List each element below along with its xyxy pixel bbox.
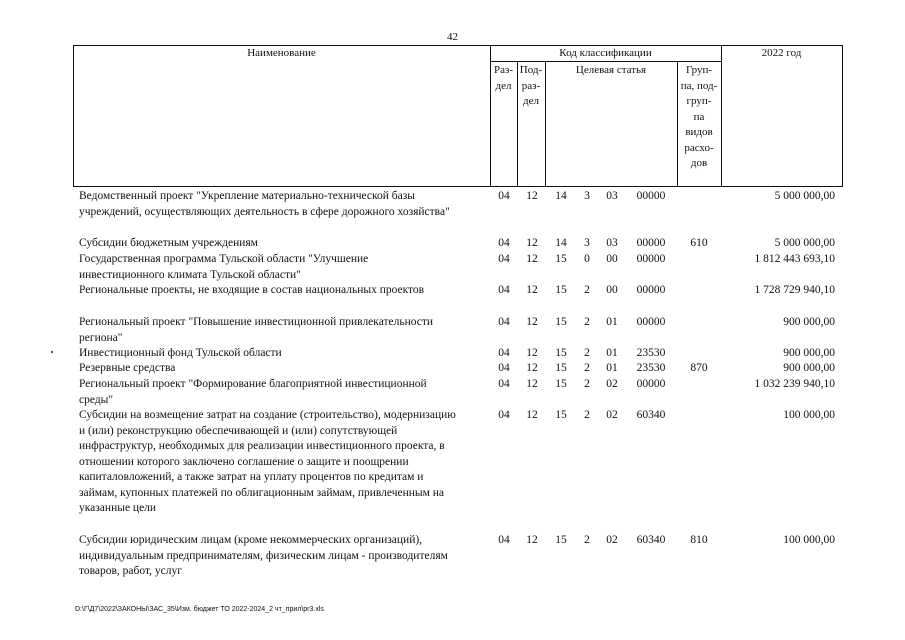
row-razdel: 04	[498, 534, 510, 546]
row-razdel: 04	[498, 378, 510, 390]
row-podrazdel: 12	[526, 316, 538, 328]
row-razdel: 04	[498, 347, 510, 359]
row-razdel: 04	[498, 316, 510, 328]
row-podrazdel: 12	[526, 237, 538, 249]
row-podrazdel: 12	[526, 190, 538, 202]
row-podrazdel: 12	[526, 409, 538, 421]
row-name: Инвестиционный фонд Тульской области	[79, 347, 282, 359]
row-cs-program: 15	[555, 534, 567, 546]
row-expense-type: 610	[690, 237, 708, 249]
header-left-border	[73, 45, 74, 187]
header-year: 2022 год	[761, 47, 802, 59]
row-cs-event: 02	[606, 534, 618, 546]
row-cs-program: 15	[555, 362, 567, 374]
row-cs-event: 02	[606, 378, 618, 390]
row-cs-program: 15	[555, 347, 567, 359]
row-cs-direction: 00000	[636, 378, 666, 390]
scan-speck	[51, 351, 53, 353]
row-cs-event: 01	[606, 362, 618, 374]
row-name: Субсидии на возмещение затрат на создание (строительство), модернизацию и (или) реконструкцию обеспечивающей и (или) сопутствующей инфраструктур, необходимых для реализации инвестиционного проекта, в отношении которого заключено соглашение о защите и поощрении капиталовложений, а также затрат на уплату процентов по кредитам и займам, купонных платежей по облигационным займам, привлеченным на указанные цели	[79, 409, 456, 514]
row-cs-program: 14	[555, 190, 567, 202]
row-cs-direction: 23530	[636, 362, 666, 374]
row-amount: 1 728 729 940,10	[754, 284, 835, 296]
row-cs-direction: 00000	[636, 253, 666, 265]
row-razdel: 04	[498, 253, 510, 265]
row-cs-type: 3	[584, 237, 590, 249]
row-cs-type: 2	[584, 284, 590, 296]
row-amount: 100 000,00	[783, 409, 835, 421]
row-cs-direction: 00000	[636, 190, 666, 202]
row-cs-direction: 60340	[636, 409, 666, 421]
row-cs-direction: 00000	[636, 237, 666, 249]
row-razdel: 04	[498, 237, 510, 249]
row-amount: 5 000 000,00	[774, 190, 835, 202]
row-name: Ведомственный проект "Укрепление материально-технической базы учреждений, осуществляющих деятельность в сфере дорожного хозяйства"	[79, 190, 450, 218]
header-bottom-border	[73, 186, 843, 187]
header-target-article: Целевая статья	[575, 64, 647, 76]
row-cs-event: 03	[606, 190, 618, 202]
row-cs-type: 2	[584, 534, 590, 546]
row-podrazdel: 12	[526, 253, 538, 265]
row-cs-program: 15	[555, 284, 567, 296]
row-cs-program: 15	[555, 378, 567, 390]
row-podrazdel: 12	[526, 378, 538, 390]
row-cs-program: 15	[555, 409, 567, 421]
row-amount: 5 000 000,00	[774, 237, 835, 249]
header-name: Наименование	[247, 47, 316, 59]
row-cs-type: 2	[584, 378, 590, 390]
row-name: Региональные проекты, не входящие в состав национальных проектов	[79, 284, 425, 296]
header-subsection: Под- раз- дел	[519, 64, 543, 107]
row-cs-program: 14	[555, 237, 567, 249]
row-cs-type: 2	[584, 362, 590, 374]
row-cs-direction: 00000	[636, 316, 666, 328]
row-podrazdel: 12	[526, 362, 538, 374]
row-name: Субсидии юридическим лицам (кроме некоммерческих организаций), индивидуальным предпринимателям, физическим лицам - производителям товаров, работ, услуг	[79, 534, 448, 577]
page-number: 42	[447, 31, 458, 43]
header-right-border	[842, 45, 843, 187]
header-divider-subsection	[545, 61, 546, 187]
row-cs-type: 2	[584, 409, 590, 421]
row-cs-type: 3	[584, 190, 590, 202]
row-razdel: 04	[498, 284, 510, 296]
row-name: Региональный проект "Повышение инвестиционной привлекательности региона"	[79, 316, 434, 344]
row-amount: 900 000,00	[783, 347, 835, 359]
row-cs-program: 15	[555, 253, 567, 265]
row-cs-event: 00	[606, 284, 618, 296]
row-expense-type: 870	[690, 362, 708, 374]
table-header	[73, 45, 843, 187]
row-razdel: 04	[498, 362, 510, 374]
row-podrazdel: 12	[526, 347, 538, 359]
row-name: Субсидии бюджетным учреждениям	[79, 237, 258, 249]
row-cs-direction: 60340	[636, 534, 666, 546]
row-amount: 100 000,00	[783, 534, 835, 546]
row-cs-event: 02	[606, 409, 618, 421]
row-name: Государственная программа Тульской области "Улучшение инвестиционного климата Тульской области"	[79, 253, 369, 281]
row-name: Региональный проект "Формирование благоприятной инвестиционной среды"	[79, 378, 427, 406]
row-amount: 1 812 443 693,10	[754, 253, 835, 265]
row-cs-event: 01	[606, 316, 618, 328]
row-cs-direction: 00000	[636, 284, 666, 296]
row-podrazdel: 12	[526, 284, 538, 296]
row-cs-type: 0	[584, 253, 590, 265]
header-expense-group: Груп- па, под- груп- па видов расхо- дов	[680, 64, 718, 169]
row-cs-type: 2	[584, 347, 590, 359]
row-cs-direction: 23530	[636, 347, 666, 359]
row-name: Резервные средства	[79, 362, 176, 374]
row-amount: 1 032 239 940,10	[754, 378, 835, 390]
footer-file-path: D:\Г\Д7\2022\ЗАКОНЫ\ЗАС_35\Изм. бюджет ТО 2022-2024_2 чт_прил\pr3.xls	[75, 606, 324, 613]
row-cs-event: 01	[606, 347, 618, 359]
row-podrazdel: 12	[526, 534, 538, 546]
row-razdel: 04	[498, 190, 510, 202]
row-cs-event: 03	[606, 237, 618, 249]
row-amount: 900 000,00	[783, 316, 835, 328]
row-cs-event: 00	[606, 253, 618, 265]
row-razdel: 04	[498, 409, 510, 421]
header-code-group: Код классификации	[559, 47, 652, 59]
row-expense-type: 810	[690, 534, 708, 546]
header-divider-code	[721, 45, 722, 187]
row-cs-type: 2	[584, 316, 590, 328]
row-amount: 900 000,00	[783, 362, 835, 374]
header-section: Раз- дел	[493, 64, 513, 92]
row-cs-program: 15	[555, 316, 567, 328]
